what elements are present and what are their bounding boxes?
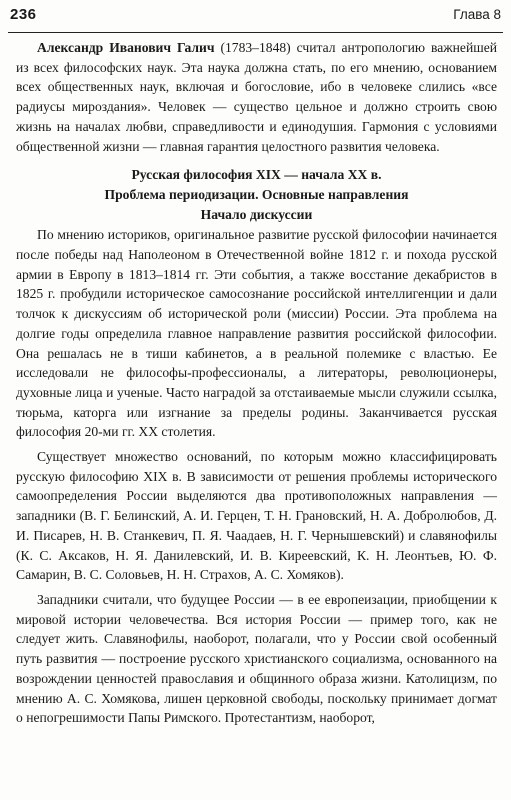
running-head [8, 0, 503, 33]
intro-text: (1783–1848) считал антропологию важнейшей из всех философских наук. Эта наука должна стать, по его мнению, основанием всех общественных наук, включая и богословие, ибо в человеке слились «все радиусы мироздания». Человек — существо цельное и должно строить свою жизнь на началах любви, справедливости и единодушия. Гармония с условиями общественной жизни — главная гарантия целостного развития человека. [16, 40, 497, 154]
paragraph-periodization: По мнению историков, оригинальное развитие русской философии начинается после победы над Наполеоном в Отечественной войне 1812 г. и похода русской армии в Европу в 1813–1814 гг. Эти события, а также восстание декабристов в 1825 г. пробудили историческое самосознание российской интеллигенции и дали толчок к дискуссиям об исторической роли (миссии) России. Эта проблема на долгие годы определила главное направление развития российской философии. Она решалась не в тиши кабинетов, а в реальной полемике с властью. Ее исследовали не философы-профессионалы, а литераторы, революционеры, духовные лица и ученые. Часто наградой за отстаиваемые мысли служили ссылка, тюрьма, каторга или изгнание за пределы родины. Заканчивается русская философия 20-ми гг. XX столетия. [16, 227, 497, 440]
section-heading-line-1: Русская философия XIX — начала XX в. [131, 167, 382, 183]
section-heading-line-3: Начало дискуссии [200, 206, 313, 222]
intro-paragraph [16, 38, 497, 156]
paragraph-directions: Существует множество оснований, по которым можно классифицировать русскую философию XIX в. В зависимости от решения проблемы исторического самоопределения России выделяются два противоположных направления — западники (В. Г. Белинский, А. И. Герцен, Т. Н. Грановский, Н. А. Добролюбов, Д. И. Писарев, Н. В. Станкевич, П. Я. Чаадаев, Н. Г. Чернышевский) и славянофилы (К. С. Аксаков, Н. Я. Данилевский, И. В. Киреевский, К. Н. Леонтьев, Ю. Ф. Самарин, В. С. Соловьев, Н. Н. Страхов, А. С. Хомяков). [16, 449, 497, 583]
section-heading [16, 165, 497, 224]
body-text [16, 38, 497, 728]
paragraph-westernizers-slavophiles: Западники считали, что будущее России — в ее европеизации, приобщении к мировой истории человечества. Вся история России — пример того, как не следует жить. Славянофилы, наоборот, полагали, что у России свой особенный путь развития — построение русского христианского социализма, основанного на возрождении ценностей православия и общинного образа жизни. Католицизм, по мнению А. С. Хомякова, лишен церковной свободы, поскольку принимает догмат о непогрешимости Папы Римского. Протестантизм, наоборот, [16, 591, 497, 726]
author-name: Александр Иванович Галич [37, 40, 215, 55]
page-number: 236 [10, 6, 37, 23]
chapter-label: Глава 8 [453, 7, 501, 22]
section-heading-line-2: Проблема периодизации. Основные направления [104, 186, 409, 202]
